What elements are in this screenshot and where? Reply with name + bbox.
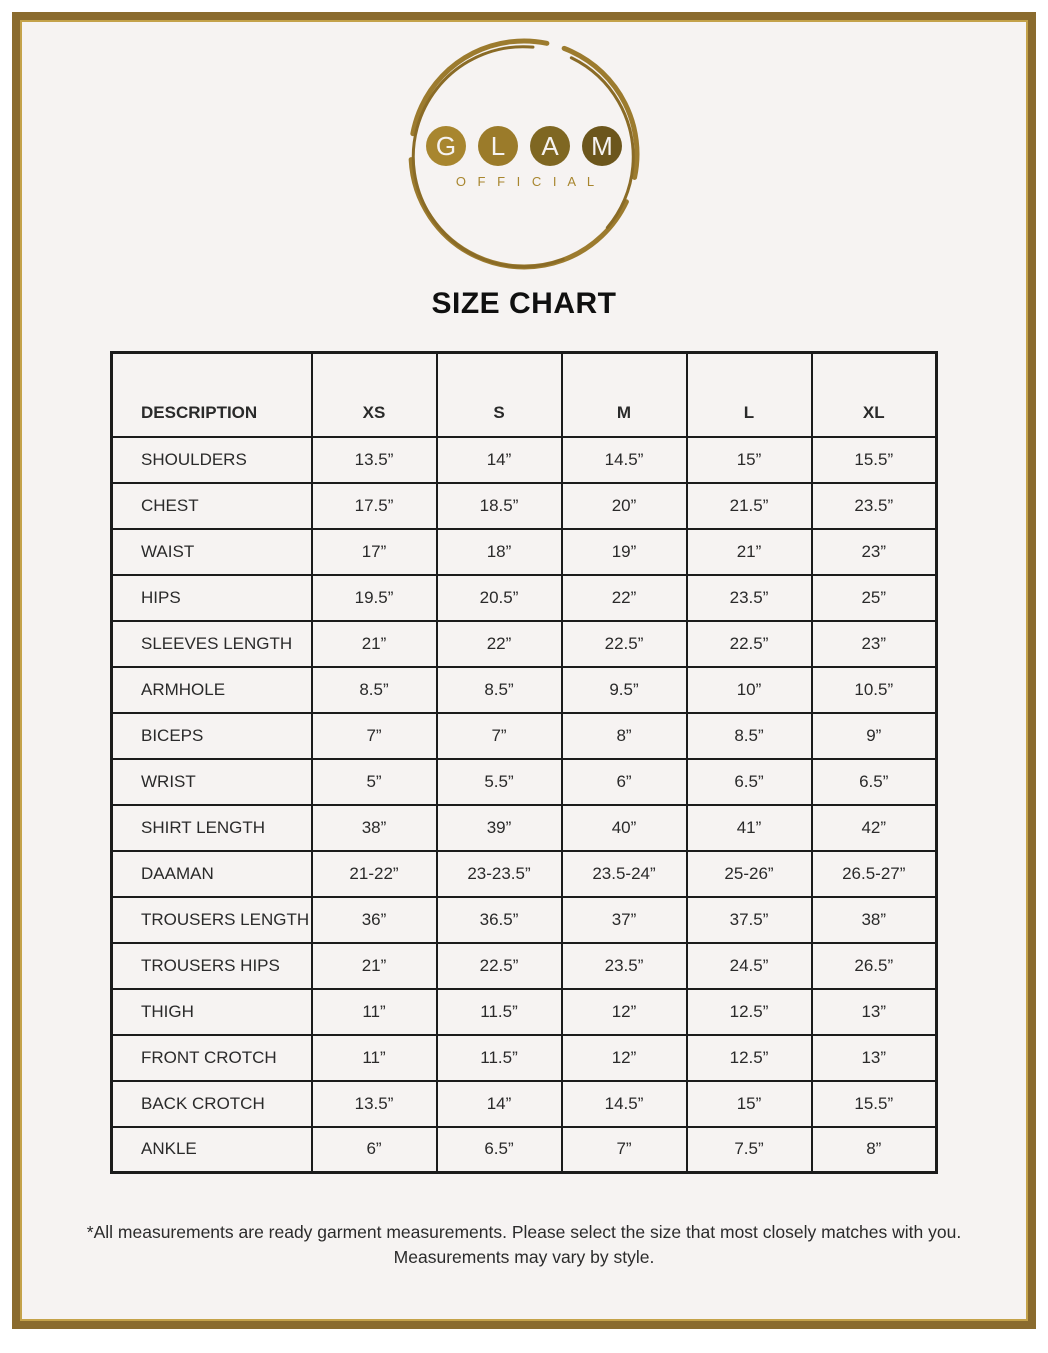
measurement-cell: 17.5” [312,483,437,529]
measurement-cell: 25” [812,575,937,621]
measurement-cell: 26.5” [812,943,937,989]
glam-logo-icon [394,36,654,276]
measurement-cell: 25-26” [687,851,812,897]
measurement-cell: 6.5” [812,759,937,805]
measurement-cell: 38” [312,805,437,851]
measurement-cell: 21-22” [312,851,437,897]
measurement-cell: 21” [312,621,437,667]
row-label: ARMHOLE [112,667,312,713]
measurement-cell: 41” [687,805,812,851]
column-header-description: DESCRIPTION [112,353,312,437]
measurement-cell: 36.5” [437,897,562,943]
measurement-cell: 15.5” [812,1081,937,1127]
measurement-cell: 18.5” [437,483,562,529]
row-label: WRIST [112,759,312,805]
measurement-cell: 21.5” [687,483,812,529]
measurement-cell: 8.5” [312,667,437,713]
measurement-cell: 12” [562,989,687,1035]
table-row [112,621,937,667]
row-label: BICEPS [112,713,312,759]
measurement-cell: 12.5” [687,989,812,1035]
measurement-cell: 19” [562,529,687,575]
measurement-cell: 13” [812,989,937,1035]
measurement-cell: 26.5-27” [812,851,937,897]
measurement-cell: 20.5” [437,575,562,621]
measurement-cell: 8” [812,1127,937,1173]
table-row [112,667,937,713]
measurement-cell: 20” [562,483,687,529]
column-header-m: M [562,353,687,437]
measurement-cell: 37” [562,897,687,943]
measurement-cell: 24.5” [687,943,812,989]
measurement-cell: 6.5” [437,1127,562,1173]
table-row [112,575,937,621]
brand-subtitle: O F F I C I A L [455,174,599,189]
row-label: SHOULDERS [112,437,312,483]
measurement-cell: 21” [312,943,437,989]
measurement-cell: 5” [312,759,437,805]
measurement-cell: 6” [312,1127,437,1173]
column-header-xl: XL [812,353,937,437]
table-row [112,943,937,989]
measurement-cell: 23.5” [562,943,687,989]
row-label: SLEEVES LENGTH [112,621,312,667]
row-label: THIGH [112,989,312,1035]
row-label: CHEST [112,483,312,529]
measurement-cell: 11” [312,989,437,1035]
measurement-cell: 21” [687,529,812,575]
row-label: TROUSERS LENGTH [112,897,312,943]
measurement-cell: 38” [812,897,937,943]
measurement-cell: 17” [312,529,437,575]
measurement-cell: 22.5” [437,943,562,989]
measurement-cell: 23.5” [687,575,812,621]
measurement-cell: 5.5” [437,759,562,805]
brand-logo [394,36,654,281]
table-row [112,897,937,943]
measurement-cell: 9.5” [562,667,687,713]
measurement-cell: 6” [562,759,687,805]
footnote-line1: *All measurements are ready garment measurements. Please select the size that most closely matches with you. [86,1222,962,1242]
row-label: FRONT CROTCH [112,1035,312,1081]
measurement-cell: 10” [687,667,812,713]
measurement-cell: 7” [312,713,437,759]
size-chart-table [110,351,938,1174]
measurement-cell: 7.5” [687,1127,812,1173]
logo-letter-circle [478,126,518,166]
table-row [112,1081,937,1127]
table-row [112,437,937,483]
measurement-cell: 8.5” [437,667,562,713]
row-label: SHIRT LENGTH [112,805,312,851]
measurement-cell: 8” [562,713,687,759]
measurement-cell: 23” [812,621,937,667]
page-frame [12,12,1036,1329]
column-header-s: S [437,353,562,437]
measurement-cell: 6.5” [687,759,812,805]
logo-letter-circle [530,126,570,166]
measurement-cell: 14.5” [562,1081,687,1127]
page-content [20,20,1028,1321]
table-row [112,851,937,897]
measurement-cell: 19.5” [312,575,437,621]
table-row [112,989,937,1035]
footnote-line2: Measurements may vary by style. [393,1247,655,1268]
measurement-cell: 39” [437,805,562,851]
measurement-cell: 18” [437,529,562,575]
row-label: BACK CROTCH [112,1081,312,1127]
logo-letter: G [435,131,457,161]
logo-letter-circle [582,126,622,166]
column-header-l: L [687,353,812,437]
table-row [112,759,937,805]
table-row [112,713,937,759]
measurement-cell: 14” [437,437,562,483]
row-label: ANKLE [112,1127,312,1173]
table-header-row [112,353,937,437]
row-label: WAIST [112,529,312,575]
measurement-cell: 22” [437,621,562,667]
measurement-cell: 13.5” [312,437,437,483]
measurement-cell: 42” [812,805,937,851]
logo-letter: M [591,131,613,161]
measurement-cell: 12” [562,1035,687,1081]
table-row [112,805,937,851]
measurement-cell: 11.5” [437,1035,562,1081]
measurement-cell: 15” [687,1081,812,1127]
measurement-cell: 7” [562,1127,687,1173]
measurement-cell: 11” [312,1035,437,1081]
measurement-cell: 14” [437,1081,562,1127]
measurement-cell: 23-23.5” [437,851,562,897]
measurement-cell: 22.5” [562,621,687,667]
measurement-cell: 22.5” [687,621,812,667]
measurement-cell: 15.5” [812,437,937,483]
measurement-cell: 8.5” [687,713,812,759]
row-label: HIPS [112,575,312,621]
measurement-cell: 14.5” [562,437,687,483]
measurement-cell: 40” [562,805,687,851]
column-header-xs: XS [312,353,437,437]
measurement-cell: 15” [687,437,812,483]
measurement-cell: 9” [812,713,937,759]
measurement-cell: 36” [312,897,437,943]
measurement-cell: 11.5” [437,989,562,1035]
table-row [112,483,937,529]
table-row [112,1127,937,1173]
measurement-cell: 12.5” [687,1035,812,1081]
table-row [112,529,937,575]
measurement-cell: 23.5-24” [562,851,687,897]
measurement-cell: 13” [812,1035,937,1081]
measurement-cell: 23” [812,529,937,575]
measurement-cell: 37.5” [687,897,812,943]
logo-letter: L [490,131,506,161]
row-label: TROUSERS HIPS [112,943,312,989]
footnote [20,1220,1028,1271]
page-title: SIZE CHART [431,287,617,320]
measurement-cell: 7” [437,713,562,759]
logo-letter-circle [426,126,466,166]
measurement-cell: 22” [562,575,687,621]
row-label: DAAMAN [112,851,312,897]
measurement-cell: 13.5” [312,1081,437,1127]
measurement-cell: 23.5” [812,483,937,529]
measurement-cell: 10.5” [812,667,937,713]
table-row [112,1035,937,1081]
logo-letter: A [541,131,559,161]
size-table-body [112,353,937,1173]
